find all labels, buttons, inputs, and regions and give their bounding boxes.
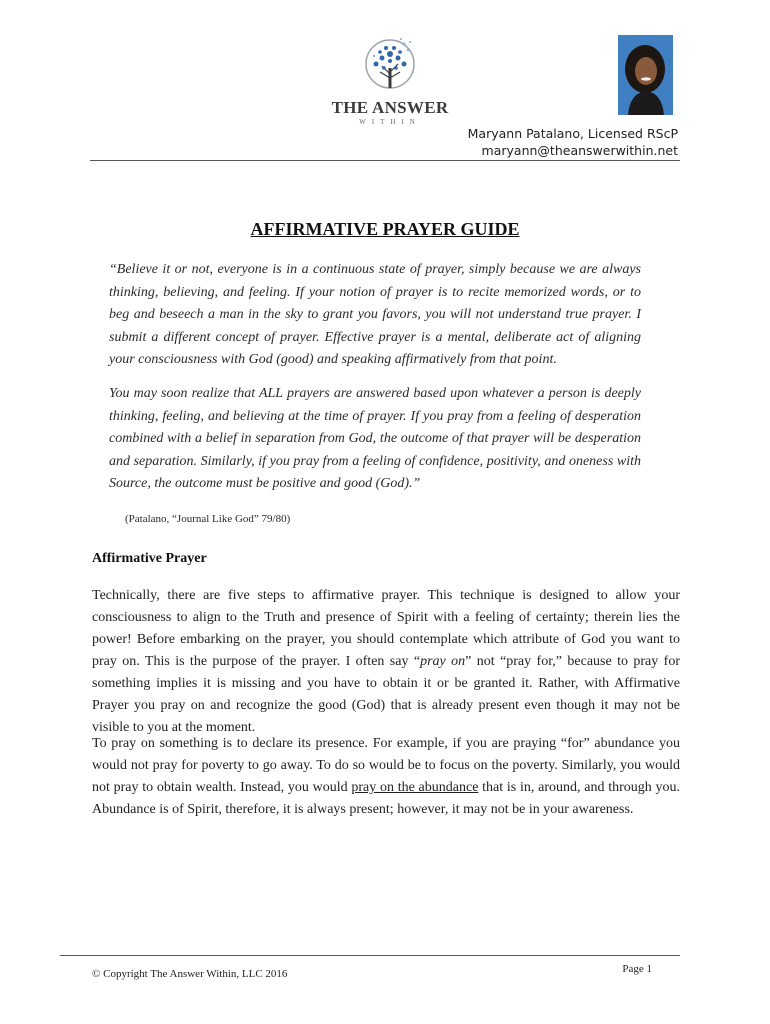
quote-paragraph-2: You may soon realize that ALL prayers are answered based upon whatever a person is deeply thinking, feeling, and believing at the time of prayer. If you pray from a feeling of desperation combined with a belief in separation from God, the outcome of that prayer will be desperation and separation. Similarly, if you pray from a feeling of confidence, positivity, and oneness with Source, the outcome must be positive and good (God).” bbox=[109, 386, 641, 491]
body-paragraph-2 bbox=[92, 733, 680, 821]
section-heading: Affirmative Prayer bbox=[92, 551, 207, 566]
para-1-text-b: ” not “pray for,” because to pray for something implies it is missing and you have to obtain it or be granted it. Rather, with Affirmative Prayer you pray on and recognize the good (God) that is already present even though it may not be visible to you at the moment. bbox=[92, 654, 680, 735]
para-1-emphasis: pray on bbox=[420, 654, 466, 669]
para-1-text-a: Technically, there are five steps to affirmative prayer. This technique is designed to allow your consciousness to align to the Truth and presence of Spirit with a feeling of certainty; therein lies the power! Before embarking on the prayer, you should contemplate which attribute of God you want to pray on. This is the purpose of the prayer. I often say “ bbox=[92, 588, 680, 669]
contact-name: Maryann Patalano, Licensed RScP bbox=[467, 126, 678, 141]
document-title: AFFIRMATIVE PRAYER GUIDE bbox=[250, 219, 520, 239]
para-2-underlined: pray on the abundance bbox=[351, 780, 479, 795]
para-2-text-a: To pray on something is to declare its presence. For example, if you are praying “for” abundance you would not pray for poverty to go away. To do so would be to focus on the poverty. Similarly, you would not pray to obtain wealth. Instead, you would bbox=[92, 736, 680, 795]
contact-email[interactable]: maryann@theanswerwithin.net bbox=[481, 143, 678, 158]
body-paragraph-1 bbox=[92, 585, 680, 739]
quote-paragraph-1: “Believe it or not, everyone is in a continuous state of prayer, simply because we are always thinking, believing, and feeling. If your notion of prayer is to recite memorized words, or to beg and beseech a man in the sky to grant you favors, you will not understand true prayer. I submit a different concept of prayer. Effective prayer is a mental, deliberate act of aligning your consciousness with God (good) and speaking affirmatively from that point. bbox=[109, 262, 641, 367]
page-number: Page 1 bbox=[622, 963, 652, 975]
author-photo bbox=[618, 35, 673, 115]
logo-title: THE ANSWER bbox=[331, 98, 449, 117]
footer-copyright: © Copyright The Answer Within, LLC 2016 bbox=[92, 968, 288, 980]
para-2-text-b: that is in, around, and through you. Abundance is of Spirit, therefore, it is always present; however, it may not be in your awareness. bbox=[92, 780, 680, 817]
footer-divider bbox=[60, 955, 680, 956]
quote-citation: (Patalano, “Journal Like God” 79/80) bbox=[125, 513, 291, 525]
header-divider bbox=[90, 160, 680, 161]
logo-subtitle: WITHIN bbox=[359, 118, 421, 126]
